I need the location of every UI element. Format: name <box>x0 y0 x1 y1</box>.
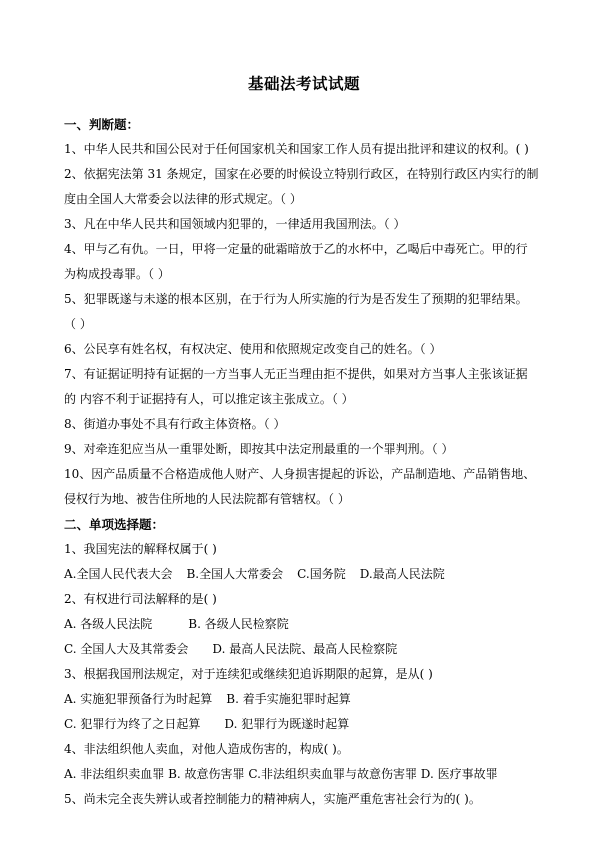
mc-q2-option-c: C. 全国人大及其常委会 <box>64 642 189 656</box>
mc-q2-option-a: A. 各级人民法院 <box>64 617 153 631</box>
tf-question-5-line-2: （ ） <box>64 317 92 331</box>
mc-question-2-options-row-2 <box>64 637 544 662</box>
mc-question-1-text: 1、我国宪法的解释权属于( ) <box>64 542 217 556</box>
tf-question-8-text: 8、街道办事处不具有行政主体资格。（ ） <box>64 417 286 431</box>
mc-question-3 <box>64 662 544 687</box>
document-title: 基础法考试试题 <box>247 74 360 93</box>
tf-question-5-line-1: 5、犯罪既遂与未遂的根本区别，在于行为人所实施的行为是否发生了预期的犯罪结果。 <box>64 292 528 306</box>
tf-question-2-line-2: 度由全国人大常委会以法律的形式规定。（ ） <box>64 192 302 206</box>
section-single-choice-heading: 二、单项选择题： <box>64 517 165 532</box>
mc-q2-option-d: D. 最高人民法院、最高人民检察院 <box>212 642 398 656</box>
tf-question-9-text: 9、对牵连犯应当从一重罪处断，即按其中法定刑最重的一个罪判刑。（ ） <box>64 442 454 456</box>
mc-question-4-text: 4、非法组织他人卖血，对他人造成伤害的，构成( )。 <box>64 742 349 756</box>
tf-question-7-line-2: 的 内容不利于证据持有人，可以推定该主张成立。（ ） <box>64 392 354 406</box>
tf-question-9 <box>64 437 544 462</box>
mc-question-3-options-row-1 <box>64 687 544 712</box>
tf-question-6 <box>64 337 544 362</box>
tf-question-1-text: 1、中华人民共和国公民对于任何国家机关和国家工作人员有提出批评和建议的权利。( ) <box>64 142 529 156</box>
mc-q1-option-b: B.全国人大常委会 <box>186 567 284 581</box>
mc-question-4 <box>64 737 544 762</box>
mc-q1-option-a: A.全国人民代表大会 <box>64 567 173 581</box>
tf-question-4-line-2: 为构成投毒罪。（ ） <box>64 267 170 281</box>
tf-question-10-line-2: 侵权行为地、被告住所地的人民法院都有管辖权。（ ） <box>64 492 350 506</box>
mc-question-3-options-row-2 <box>64 712 544 737</box>
tf-question-7 <box>64 362 544 412</box>
tf-question-2-line-1: 2、依据宪法第 31 条规定，国家在必要的时候设立特别行政区，在特别行政区内实行的制 <box>64 167 539 181</box>
section-true-false-heading: 一、判断题： <box>64 117 140 132</box>
tf-question-3-text: 3、凡在中华人民共和国领域内犯罪的，一律适用我国刑法。（ ） <box>64 217 406 231</box>
tf-question-4-line-1: 4、甲与乙有仇。一日，甲将一定量的砒霜暗放于乙的水杯中，乙喝后中毒死亡。甲的行 <box>64 242 528 256</box>
tf-question-10-line-1: 10、因产品质量不合格造成他人财产、人身损害提起的诉讼，产品制造地、产品销售地、 <box>64 467 536 481</box>
tf-question-3 <box>64 212 544 237</box>
tf-question-5 <box>64 287 544 337</box>
mc-question-3-text: 3、根据我国刑法规定，对于连续犯或继续犯追诉期限的起算，是从( ) <box>64 667 433 681</box>
mc-question-5-text: 5、尚未完全丧失辨认或者控制能力的精神病人，实施严重危害社会行为的( )。 <box>64 792 481 806</box>
tf-question-1 <box>64 137 544 162</box>
mc-q3-option-c: C. 犯罪行为终了之日起算 <box>64 717 201 731</box>
mc-q3-option-b: B. 着手实施犯罪时起算 <box>226 692 351 706</box>
mc-q1-option-d: D.最高人民法院 <box>359 567 445 581</box>
tf-question-2 <box>64 162 544 212</box>
mc-question-5 <box>64 787 544 812</box>
mc-q2-option-b: B. 各级人民检察院 <box>188 617 289 631</box>
mc-question-2-text: 2、有权进行司法解释的是( ) <box>64 592 217 606</box>
mc-question-4-options <box>64 762 544 787</box>
mc-q1-option-c: C.国务院 <box>297 567 346 581</box>
tf-question-7-line-1: 7、有证据证明持有证据的一方当事人无正当理由拒不提供，如果对方当事人主张该证据 <box>64 367 528 381</box>
mc-q3-option-a: A. 实施犯罪预备行为时起算 <box>64 692 213 706</box>
mc-q4-options-text: A. 非法组织卖血罪 B. 故意伤害罪 C.非法组织卖血罪与故意伤害罪 D. 医疗事故罪 <box>64 767 498 781</box>
mc-question-2 <box>64 587 544 612</box>
mc-question-1-options <box>64 562 544 587</box>
tf-question-4 <box>64 237 544 287</box>
tf-question-8 <box>64 412 544 437</box>
mc-q3-option-d: D. 犯罪行为既遂时起算 <box>224 717 350 731</box>
tf-question-6-text: 6、公民享有姓名权，有权决定、使用和依照规定改变自己的姓名。（ ） <box>64 342 442 356</box>
mc-question-2-options-row-1 <box>64 612 544 637</box>
tf-question-10 <box>64 462 544 512</box>
mc-question-1 <box>64 537 544 562</box>
